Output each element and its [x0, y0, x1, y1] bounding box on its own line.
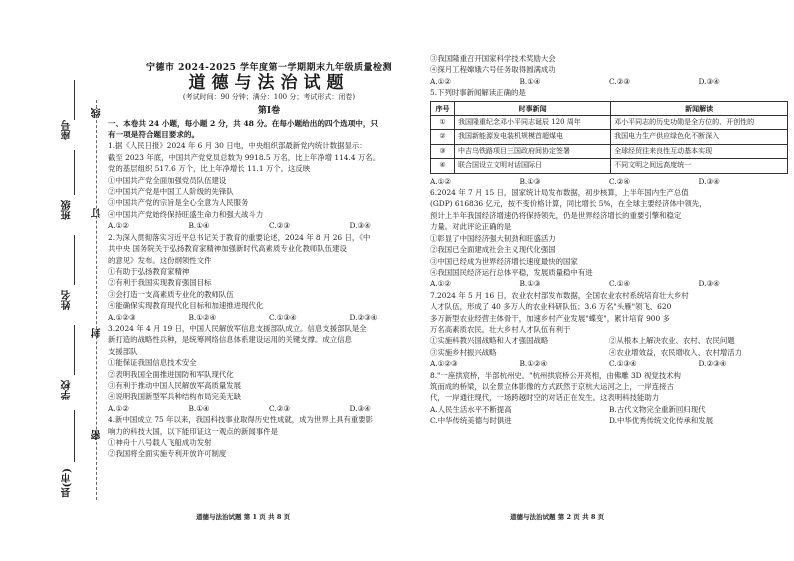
answer-options: [430, 404, 788, 415]
statement: ④中国共产党始终保持旺盛生命力和强大战斗力: [108, 209, 264, 219]
name-label: 姓名: [62, 290, 73, 310]
table-cell: ①: [431, 116, 455, 130]
exam-info: (考试时间：90 分钟；满分：100 分；考试形式：闭卷): [182, 92, 356, 101]
statement: ②中国共产党是中国工人阶级的先锋队: [108, 187, 234, 197]
option-c[interactable]: C.①③④: [609, 359, 637, 369]
question-stem: 2.为深入贯彻落实习近平总书记关于教育的重要论述，2024 年 8 月 26 日，《中: [108, 232, 371, 242]
answer-options: [430, 415, 788, 426]
answer-options: [430, 358, 788, 369]
question-stem: 力量。对此评论正确的是: [430, 222, 512, 232]
question-3: [108, 323, 430, 414]
table-row: [431, 144, 788, 158]
option-b[interactable]: B.①④: [188, 221, 210, 231]
table-cell: 我国隆重纪念邓小平同志诞辰 120 周年: [455, 116, 611, 130]
option-c[interactable]: C.②③: [269, 403, 290, 413]
option-b[interactable]: B.①④: [519, 76, 541, 86]
table-header-row: [431, 101, 788, 115]
option-d[interactable]: D.③④: [349, 221, 371, 231]
question-2: [108, 232, 430, 323]
answer-options: [108, 220, 430, 231]
option-c[interactable]: C.①④: [609, 279, 630, 289]
page-one: [108, 0, 430, 561]
question-stem: 多万新型农业经营主体骨干，加速乡村产业发展"蝶变"，累计培育 900 多: [430, 313, 670, 323]
column-header: 序号: [431, 101, 455, 115]
question-stem: 6.2024 年 7 月 15 日，国家统计局发布数据，初步核算，上半年国内生产总值: [430, 188, 689, 198]
table-cell: ④: [431, 159, 455, 173]
question-stem: (GDP) 616836 亿元，按不变价格计算，同比增长 5%，在全球主要经济体中领先，: [430, 199, 707, 209]
statement: ①中国共产党全面加强党员队伍建设: [108, 175, 227, 185]
page-footer: 道德与法治试题 第 2 页 共 8 页: [510, 512, 605, 521]
exam-header: 宁德市 2024-2025 学年度第一学期期末九年级质量检测: [145, 63, 393, 73]
statement: ②有利于我国实现教育强国目标: [108, 278, 212, 288]
table-cell: ②: [431, 130, 455, 144]
statement: ②从根本上解决农业、农村、农民问题: [609, 336, 735, 346]
option-b[interactable]: B.①③: [519, 176, 541, 186]
statement: ④农业增效益，农民增收入、农村增活力: [609, 347, 743, 357]
county-label: 县(市): [62, 468, 73, 498]
table-cell: ③: [431, 144, 455, 158]
statement-pair: [430, 335, 788, 346]
gutter-secret-mark: 密: [92, 430, 103, 440]
question-4-continued: [430, 53, 788, 87]
seat-field[interactable]: [74, 80, 75, 120]
option-a[interactable]: A.①②③: [108, 312, 136, 322]
option-d[interactable]: D.②③④: [698, 359, 727, 369]
statement: ③中国共产党的宗旨是全心全意为人民服务: [108, 198, 249, 208]
option-c[interactable]: C.②③: [609, 76, 630, 86]
name-field[interactable]: [74, 235, 75, 285]
option-c[interactable]: C.①③④: [269, 312, 297, 322]
statement: ③中国已经成为世界经济增长速度最快的国家: [430, 256, 578, 266]
table-row: [431, 116, 788, 130]
class-field[interactable]: [74, 150, 75, 195]
option-b[interactable]: B.古代文物完全重新回归现代: [609, 404, 706, 414]
binding-gutter: [0, 0, 103, 561]
question-stem: 支援部队: [108, 346, 138, 356]
volume-title: 第Ⅰ卷: [257, 106, 281, 117]
statement: ①有助于弘扬教育家精神: [108, 266, 190, 276]
statement-pair: [430, 347, 788, 358]
table-cell: 联合国设立文明对话国际日: [455, 159, 611, 173]
question-stem: 筑而成的桥梁，以全景立体影像的方式跃然于京杭大运河之上，一岸连接古: [430, 381, 674, 391]
option-d[interactable]: D.③④: [349, 403, 371, 413]
statement: ④能确保实现教育现代化目标和加速推进现代化: [108, 301, 264, 311]
option-b[interactable]: B.①③: [519, 279, 541, 289]
column-header: 新闻解读: [611, 101, 788, 115]
question-1: [108, 140, 430, 231]
question-stem: 人才队伍，形成了 40 多万人的农业科研队伍；3.6 万名"头雁"领飞、620: [430, 302, 672, 312]
table-row: [431, 159, 788, 173]
question-stem: 预计上半年我国经济增速仍将保持领先，仍是世界经济增长的重要引擎和稳定: [430, 210, 682, 220]
answer-options: [430, 176, 788, 187]
option-b[interactable]: B.①④: [188, 403, 210, 413]
exam-title: 道德与法治试题: [188, 73, 350, 94]
answer-options: [430, 278, 788, 289]
question-4: [108, 414, 430, 460]
class-label: 班级: [62, 200, 73, 220]
question-stem: 万名高素质农民。壮大乡村人才队伍有利于: [430, 324, 571, 334]
statement: ③会打造一支高素质专业化的教师队伍: [108, 289, 234, 299]
question-stem: 7.2024 年 5 月 16 日，农业农村部发布数据，全国农业农村系统培育壮大乡村: [430, 290, 689, 300]
table-cell: 我国新能源发电装机规模首超煤电: [455, 130, 611, 144]
option-a[interactable]: A.①②: [430, 279, 451, 289]
option-a[interactable]: A.①②: [108, 221, 129, 231]
option-d[interactable]: D.中华优秀传统文化传承和发展: [609, 416, 714, 426]
statement: ③我国隆重召开国家科学技术奖励大会: [430, 54, 556, 63]
statement: ②我国将全面实施专利开放许可制度: [108, 449, 227, 459]
statement: ④我国国民经济运行总体平稳，发展质量稳中有进: [430, 267, 593, 277]
statement: ①神舟十八号载人飞船成功发射: [108, 438, 212, 447]
option-d[interactable]: D.③④: [698, 279, 720, 289]
statement: ④说明我国新型军兵种结构布局完美无缺: [108, 392, 242, 402]
option-a[interactable]: A.①②: [430, 176, 451, 186]
option-a[interactable]: A.①②: [108, 403, 129, 413]
option-d[interactable]: D.②③④: [349, 312, 378, 322]
question-6: [430, 187, 788, 290]
statement: ②表明我国全面推进国防和军队现代化: [108, 369, 234, 379]
question-stem: 截至 2023 年底，中国共产党党员总数为 9918.5 万名，比上年净增 114.4 万名。: [108, 152, 381, 162]
question-stem: 代，一岸通往现代，一场跨越时空的对话正在发生。这表明科技能助力: [430, 393, 660, 403]
page-footer: 道德与法治试题 第 1 页 共 8 页: [196, 512, 291, 521]
question-stem: 响力的科技大国，以下能印证这一观点的新闻事件是: [108, 426, 278, 436]
news-table: [430, 101, 788, 174]
option-a[interactable]: A.人民生活水平不断提高: [430, 404, 512, 414]
statement: ③有利于推动中国人民解放军高质量发展: [108, 380, 242, 390]
school-label: 学校: [62, 380, 73, 400]
table-row: [431, 130, 788, 144]
question-stem: 的意见》发布。这份纲领性文件: [108, 255, 212, 265]
question-5: [430, 87, 788, 187]
table-cell: 我国电力生产供应绿色化不断深入: [611, 130, 788, 144]
question-stem: 3.2024 年 4 月 19 日，中国人民解放军信息支援部队成立。信息支援部队是全: [108, 323, 367, 333]
section-instruction: 一、本卷共 24 小题，每小题 2 分，共 48 分。在每小题给出的四个选项中，只: [108, 118, 379, 128]
option-c[interactable]: C.②③: [269, 221, 290, 231]
school-field[interactable]: [74, 325, 75, 375]
answer-options: [430, 76, 788, 87]
statement: ④探月工程嫦娥六号任务取得圆满成功: [430, 65, 556, 75]
question-stem: 新打造的战略性兵种，是统筹网络信息体系建设运用的关键支撑。成立信息: [108, 335, 352, 345]
section-instruction: 有一项是符合题目要求的。: [108, 130, 200, 140]
question-7: [430, 290, 788, 370]
statement: ①彰显了中国经济强大韧劲和旺盛活力: [430, 233, 556, 243]
table-cell: 全球经贸往来良性互动基本实现: [611, 144, 788, 158]
question-stem: 4.新中国成立 75 年以来，我国科技事业取得历史性成就，成为世界上具有重要影: [108, 415, 374, 425]
statement: ③实施乡村振兴战略: [430, 347, 497, 357]
option-d[interactable]: D.③④: [698, 176, 720, 186]
gutter-line-mark: 线: [92, 108, 103, 118]
table-cell: 邓小平同志的历史功勋是全方位的、开创性的: [611, 116, 788, 130]
statement: ①实施科教兴国战略和人才强国战略: [430, 336, 549, 346]
option-a[interactable]: A.①②: [430, 76, 451, 86]
page-two: [430, 0, 788, 561]
table-cell: 中吉乌铁路项目三国政府间协定签署: [455, 144, 611, 158]
question-stem: 共中央 国务院关于弘扬教育家精神加强新时代高素质专业化教师队伍建设: [108, 244, 347, 254]
answer-options: [108, 403, 430, 414]
statement: ①能保证我国信息技术安全: [108, 358, 197, 368]
seat-label: 座号: [62, 120, 73, 140]
statement: ②我国已全面建成社会主义现代化强国: [430, 245, 556, 255]
answer-options: [108, 312, 430, 323]
question-stem: 5.下列时事新闻解读正确的是: [430, 88, 526, 98]
option-c[interactable]: C.中华传统美德与时俱进: [430, 416, 512, 426]
county-field[interactable]: [74, 410, 75, 462]
table-cell: 不同文明之间远高度统一: [611, 159, 788, 173]
option-b[interactable]: B.①②④: [188, 312, 217, 322]
question-stem: 8."一座拱宸桥，半部杭州史。"杭州拱宸桥公开亮相，由佛雕 3D 视觉技术构: [430, 370, 681, 380]
question-8: [430, 370, 788, 427]
gutter-bind-mark: 订: [92, 208, 103, 218]
option-c[interactable]: C.②④: [609, 176, 630, 186]
column-header: 时事新闻: [455, 101, 611, 115]
question-stem: 1.据《人民日报》2024 年 6 月 30 日电，中央组织部最新党内统计数据显示：: [108, 141, 367, 151]
gutter-seal-mark: 封: [92, 328, 103, 338]
question-stem: 党的基层组织 517.6 万个，比上年净增长 11.1 万个。这反映: [108, 164, 311, 174]
cut-line: [96, 100, 97, 500]
option-b[interactable]: B.①②④: [519, 359, 548, 369]
option-d[interactable]: D.③④: [698, 76, 720, 86]
option-a[interactable]: A.①②③: [430, 359, 458, 369]
